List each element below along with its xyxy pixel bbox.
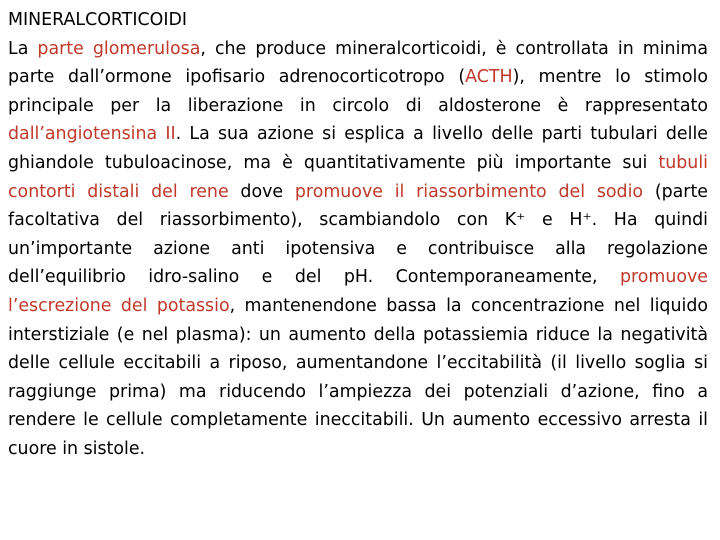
- text-segment: . La sua azione si esplica a livello delle parti tubulari delle ghiandole tubuloacinose, ma è quantitativamente più importante sui: [8, 124, 708, 173]
- highlight-tubuli-contorti: tubuli contorti distali del rene: [8, 152, 708, 202]
- highlight-angiotensina: dall’angiotensina II: [8, 124, 176, 145]
- text-segment: (parte facoltativa del riassorbimento), scambiandolo con K⁺ e H⁺. Ha quindi un’importante azione anti ipotensiva e contribuisce alla regolazione dell’equilibrio idro-salino e del pH. Contemporaneamente,: [8, 181, 708, 288]
- highlight-acth: ACTH: [465, 67, 513, 88]
- highlight-riassorbimento-sodio: promuove il riassorbimento del sodio: [294, 181, 644, 202]
- highlight-escrezione-potassio: promuove l’escrezione del potassio: [8, 267, 708, 316]
- text-segment: , che produce mineralcorticoidi, è controllata in minima parte dall’ormone ipofisario adrenocorticotropo (: [8, 38, 709, 88]
- slide-content: [8, 6, 708, 464]
- text-segment: , mantenendone bassa la concentrazione nel liquido interstiziale (e nel plasma): un aumento della potassiemia riduce la negatività delle cellule eccitabili a riposo, aumentandone l’eccitabilità (il livello soglia si raggiunge prima) ma riducendo l’ampiezza dei potenziali d’azione, fino a rendere le cellule completamente ineccitabili. Un aumento eccessivo arresta il cuore in sistole.: [8, 295, 708, 459]
- highlight-parte-glomerulosa: parte glomerulosa: [37, 38, 201, 59]
- body-paragraph: [8, 35, 708, 464]
- text-segment: dove: [228, 181, 295, 202]
- slide-title: MINERALCORTICOIDI: [8, 10, 187, 30]
- text-segment: ), mentre lo stimolo principale per la liberazione in circolo di aldosterone è rappresentato: [8, 67, 708, 116]
- text-segment: La: [8, 38, 38, 59]
